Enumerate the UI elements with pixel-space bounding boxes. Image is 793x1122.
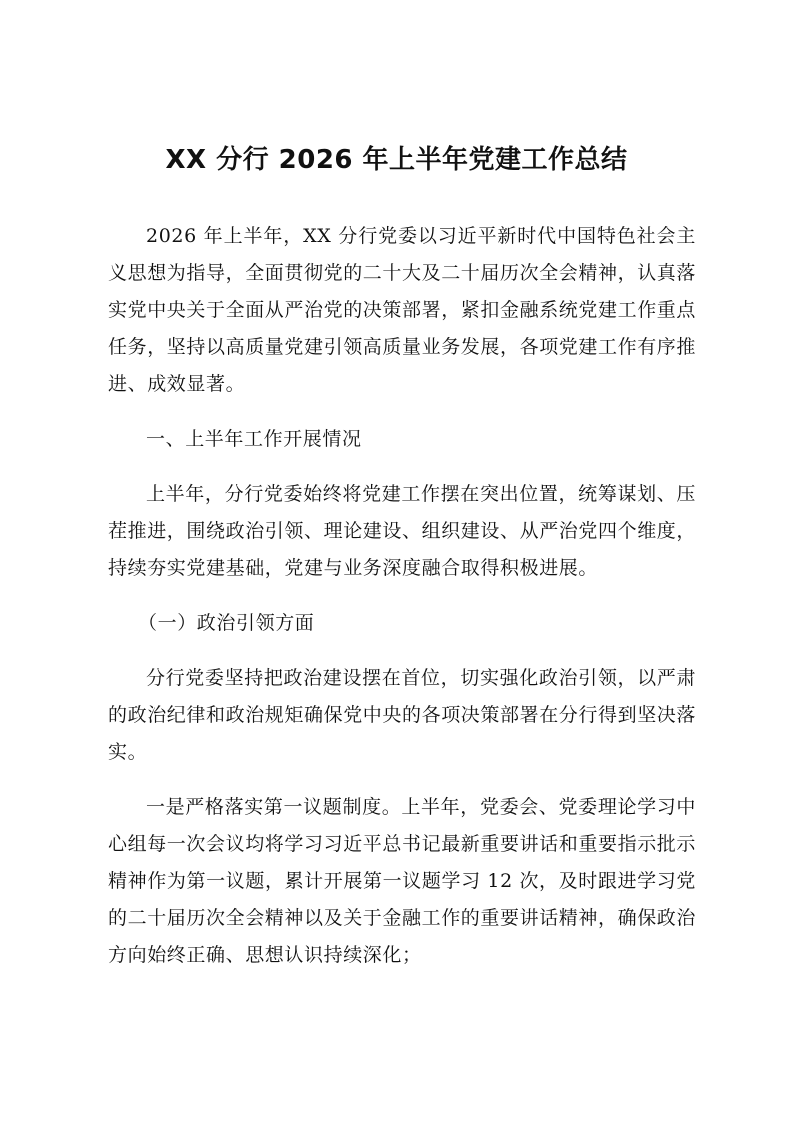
subsection-1-paragraph: 分行党委坚持把政治建设摆在首位，切实强化政治引领，以严肃的政治纪律和政治规矩确保党中央的各项决策部署在分行得到坚决落实。 xyxy=(108,667,697,763)
document-title: XX 分行 2026 年上半年党建工作总结 xyxy=(165,145,628,175)
subsection-heading-1: （一）政治引领方面 xyxy=(138,612,315,634)
intro-paragraph: 2026 年上半年，XX 分行党委以习近平新时代中国特色社会主义思想为指导，全面贯彻党的二十大及二十届历次全会精神，认真落实党中央关于全面从严治党的决策部署，紧扣金融系统党建工作重点任务，坚持以高质量党建引领高质量业务发展，各项党建工作有序推进、成效显著。 xyxy=(108,225,697,395)
section-1-paragraph: 上半年，分行党委始终将党建工作摆在突出位置，统筹谋划、压茬推进，围绕政治引领、理论建设、组织建设、从严治党四个维度，持续夯实党建基础，党建与业务深度融合取得积极进展。 xyxy=(108,483,697,579)
document-body xyxy=(108,218,696,992)
subsection-1-point-1: 一是严格落实第一议题制度。上半年，党委会、党委理论学习中心组每一次会议均将学习习近平总书记最新重要讲话和重要指示批示精神作为第一议题，累计开展第一议题学习 12 次，及时跟进学习党的二十届历次全会精神以及关于金融工作的重要讲话精神，确保政治方向始终正确、思想认识持续深化； xyxy=(108,796,697,966)
section-heading-1: 一、上半年工作开展情况 xyxy=(146,428,362,450)
